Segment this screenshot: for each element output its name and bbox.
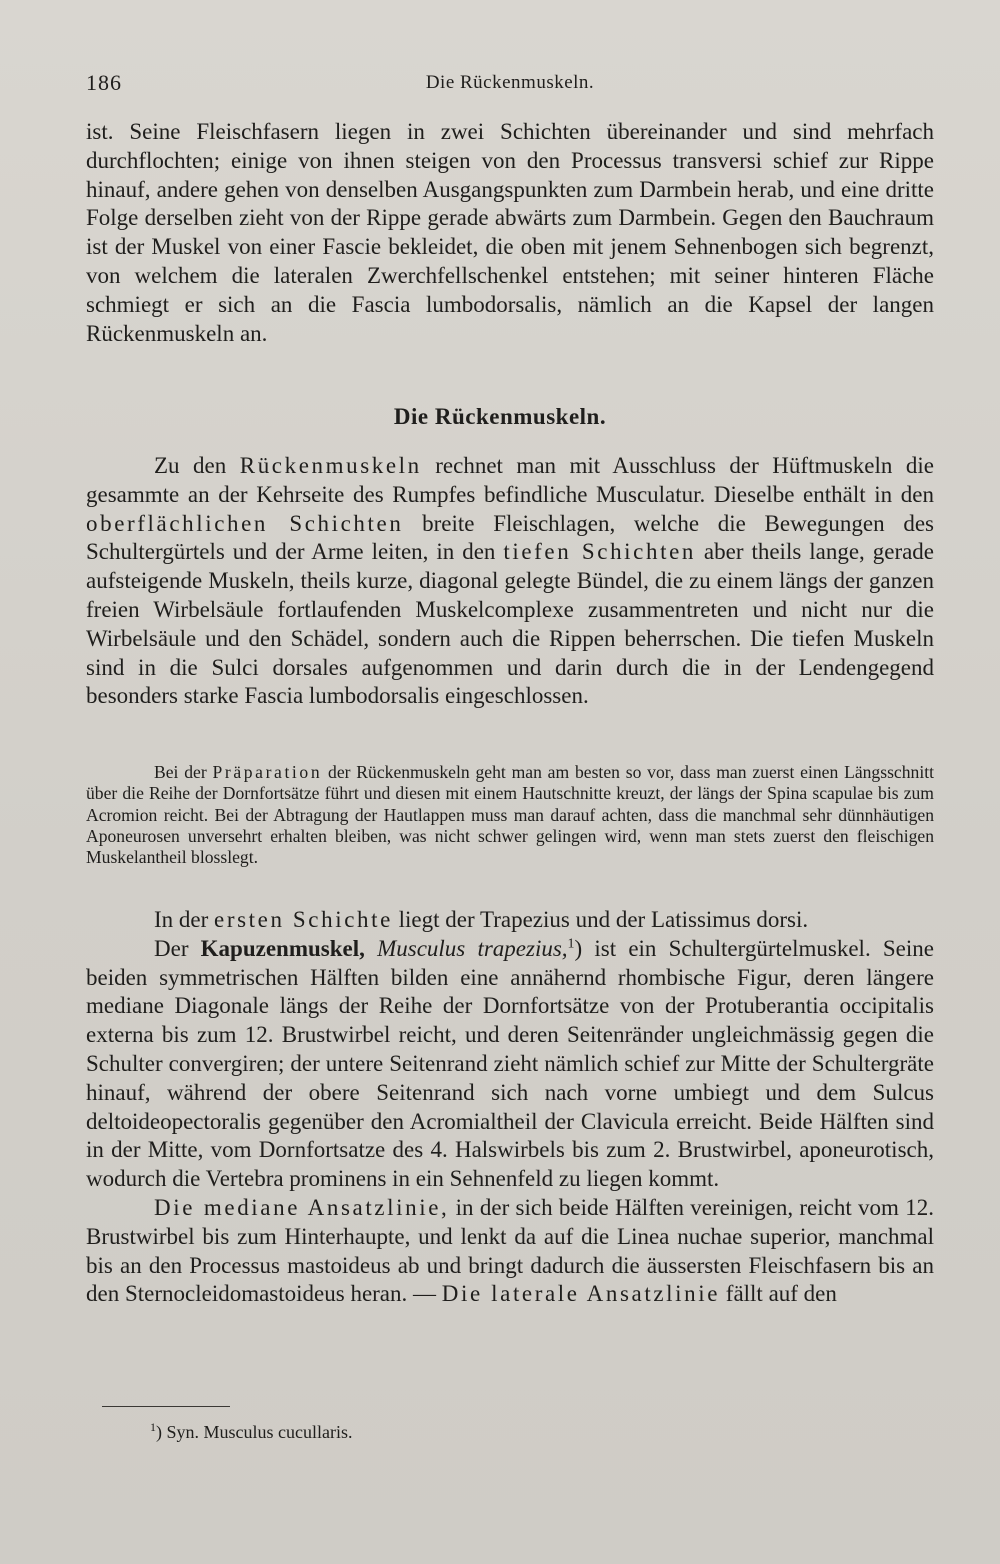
text-run: Der	[154, 935, 201, 961]
spaced-term: ersten Schichte	[214, 907, 393, 932]
main-paragraph	[86, 452, 934, 711]
text-run: der Rückenmuskeln geht man am besten so vor, dass man zuerst einen Längsschnitt über die Reihe der Dornfortsätze führt und diesen mit einem Hautschnitte kreuzt, der längs der Spina scapulae bis zum Acromion reicht. Bei der Abtragung der Hautlappen muss man darauf achten, dass die manchmal sehr dünnhäutigen Aponeurosen unversehrt erhalten bleiben, was nicht schwer gelingen wird, wenn man stets zuerst den fleischigen Muskelantheil blosslegt.	[86, 762, 934, 868]
spaced-term: Die mediane Ansatzlinie,	[154, 1194, 450, 1220]
trapezius-section	[86, 906, 934, 1309]
intro-paragraph-block	[86, 118, 934, 348]
italic-term: Musculus trapezius,	[364, 935, 568, 961]
text-run: aber theils lange, gerade aufsteigende Muskeln, theils kurze, diagonal gelegte Bündel, die zu einem längs der ganzen freien Wirbelsäule fortlaufenden Muskelcomplexe zusammentreten und nicht nur die Wirbelsäule und den Schädel, sondern auch die Rippen beherrschen. Die tiefen Muskeln sind in die Sulci dorsales aufgenommen und darin durch die in der Lendengegend besonders starke Fascia lumbodorsalis eingeschlossen.	[86, 539, 935, 709]
spaced-term: Die laterale Ansatzlinie	[441, 1281, 721, 1307]
footnote-divider	[102, 1406, 230, 1407]
first-layer-paragraph	[86, 906, 934, 935]
insertion-paragraph	[86, 1194, 934, 1309]
spaced-term: tiefen Schichten	[503, 539, 696, 565]
text-run: In der	[154, 907, 215, 932]
text-run: breite Fleischlagen, welche die Bewegungen des Schultergürtels und der Arme leiten, in den	[86, 510, 934, 565]
preparation-note-paragraph	[86, 762, 934, 868]
text-run: ) ist ein Schultergürtelmuskel. Seine beiden symmetrischen Hälften bilden eine annähernd rhombische Figur, deren längere mediane Diagonale längs der Reihe der Dornfortsätze von der Protuberantia occipitalis externa bis zum 12. Brustwirbel reicht, und deren Seitenränder ungleichmässig gegen die Schulter convergiren; der untere Seitenrand zieht nämlich schief zur Mitte der Schultergräte hinauf, während der obere Seitenrand sich nach vorne umbiegt und dem Sulcus deltoideopectoralis gegenüber den Acromialtheil der Clavicula erreicht. Beide Hälften sind in der Mitte, vom Dornfortsatze des 4. Halswirbels bis zum 2. Brustwirbel, aponeurotisch, wodurch die Vertebra prominens in ein Sehnenfeld zu liegen kommt.	[86, 935, 934, 1192]
main-paragraph-block	[86, 452, 934, 711]
text-run: Zu den	[154, 453, 240, 478]
text-run: liegt der Trapezius und der Latissimus dorsi.	[392, 907, 809, 932]
preparation-note	[86, 762, 934, 868]
text-run: in der sich beide Hälften vereinigen, reicht vom 12. Brustwirbel bis zum Hinterhaupte, und lenkt da auf die Linea nuchae superior, manchmal bis an den Processus mastoideus ab und bringt dadurch die äussersten Fleischfasern bis an den Sternocleidomastoideus heran. —	[86, 1194, 934, 1307]
page-number: 186	[86, 70, 122, 95]
footnote-text: ) Syn. Musculus cucullaris.	[156, 1422, 353, 1442]
text-run: fällt auf den	[720, 1281, 837, 1307]
text-run: rechnet man mit Ausschluss der Hüftmuskeln die gesammte an der Kehrseite des Rumpfes befindliche Musculatur. Dieselbe enthält in den	[86, 453, 934, 507]
section-heading: Die Rückenmuskeln.	[393, 404, 607, 429]
bold-term: Kapuzenmuskel,	[200, 935, 365, 961]
page-header	[86, 70, 934, 104]
trapezius-paragraph	[86, 935, 934, 1194]
intro-paragraph: ist. Seine Fleischfasern liegen in zwei Schichten übereinander und sind mehrfach durchflochten; einige von ihnen steigen von den Processus transversi schief zur Rippe hinauf, andere gehen von denselben Ausgangspunkten zum Darmbein herab, und eine dritte Folge derselben zieht von der Rippe gerade abwärts zum Darmbein. Gegen den Bauchraum ist der Muskel von einer Fascie bekleidet, die oben mit jenem Sehnenbogen sich begrenzt, von welchem die lateralen Zwerchfellschenkel entstehen; mit seiner hinteren Fläche schmiegt er sich an die Fascia lumbodorsalis, nämlich an die Kapsel der langen Rückenmuskeln an.	[86, 119, 934, 346]
text-run: Bei der	[154, 762, 213, 782]
footnote	[150, 1420, 352, 1443]
footnote-mark: 1	[150, 1420, 156, 1434]
spaced-term: Rückenmuskeln	[239, 453, 422, 478]
spaced-term: Präparation	[212, 762, 323, 782]
spaced-term: oberflächlichen Schichten	[86, 510, 404, 536]
footnote-reference[interactable]: 1	[567, 936, 575, 952]
running-title: Die Rückenmuskeln.	[425, 72, 595, 93]
